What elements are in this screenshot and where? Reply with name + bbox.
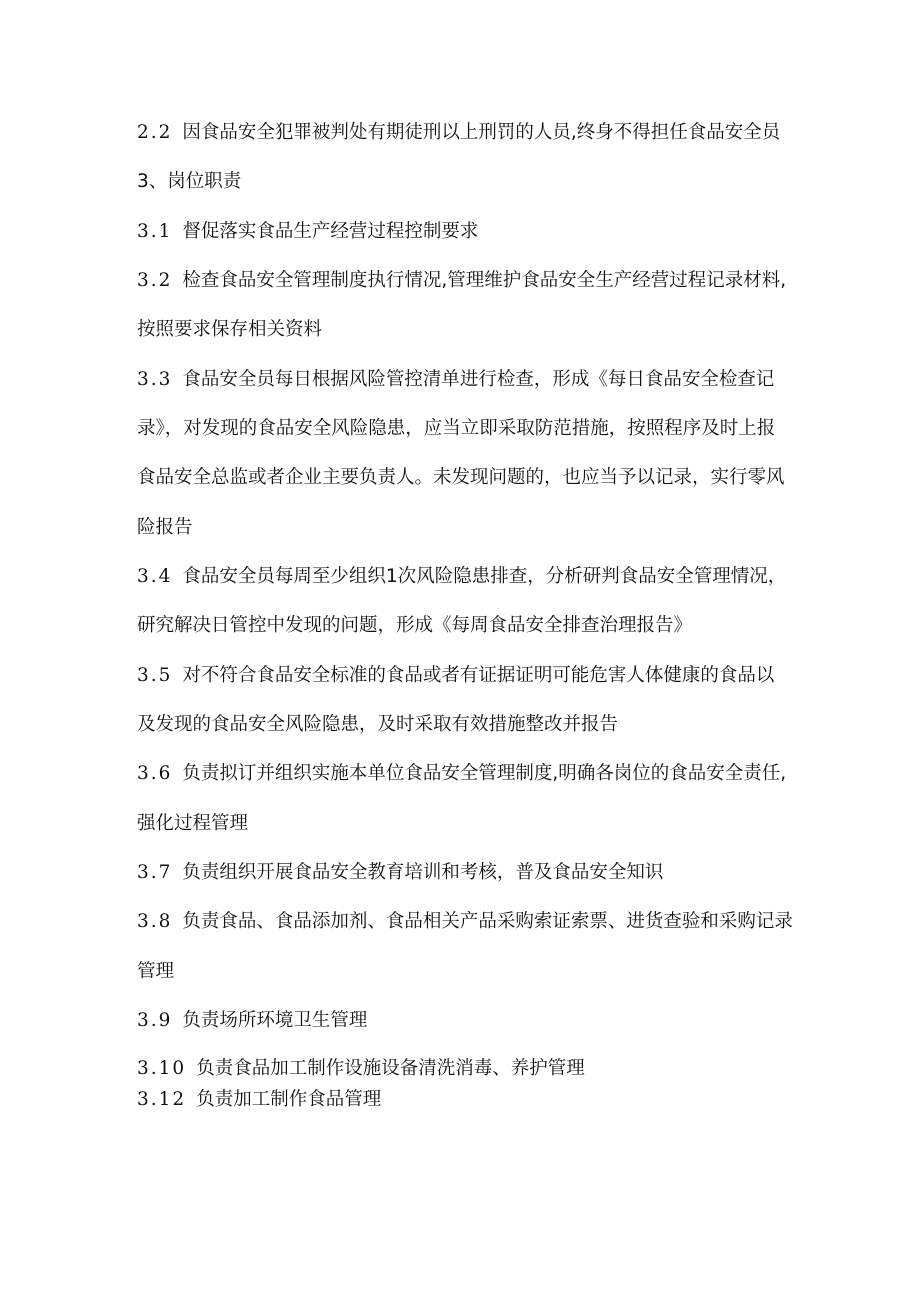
text-line: [137, 712, 797, 738]
text-line: [137, 1008, 797, 1034]
line-text: 负责场所环境卫生管理: [182, 1010, 368, 1031]
line-text: 负责加工制作食品管理: [196, 1089, 382, 1110]
line-text: 因食品安全犯罪被判处有期徒刑以上刑罚的人员,终身不得担任食品安全员: [182, 122, 781, 143]
section-number: 3.10: [137, 1058, 187, 1079]
section-number: 3.4: [137, 566, 173, 587]
text-line: [137, 761, 797, 787]
section-number: 3.8: [137, 911, 173, 932]
text-line: [137, 317, 797, 343]
section-number: 3.6: [137, 763, 173, 784]
line-text: 负责拟订并组织实施本单位食品安全管理制度,明确各岗位的食品安全责任,: [182, 763, 787, 784]
section-number: 3.12: [137, 1089, 187, 1110]
text-line: [137, 959, 797, 985]
line-text: 险报告: [137, 517, 193, 538]
text-line: [137, 613, 797, 639]
line-text: 食品安全员每日根据风险管控清单进行检查，形成《每日食品安全检查记: [182, 369, 775, 390]
text-line: [137, 367, 797, 393]
section-number: 3.9: [137, 1010, 173, 1031]
text-line: [137, 219, 797, 245]
line-text: 对不符合食品安全标准的食品或者有证据证明可能危害人体健康的食品以: [182, 665, 775, 686]
section-number: 3.2: [137, 270, 173, 291]
heading-text: 3、岗位职责: [137, 171, 242, 192]
line-text: 研究解决日管控中发现的问题，形成《每周食品安全排查治理报告》: [137, 615, 693, 636]
text-line: [137, 1087, 797, 1113]
line-text: 管理: [137, 961, 175, 982]
line-text: 录》，对发现的食品安全风险隐患，应当立即采取防范措施，按照程序及时上报: [137, 418, 776, 439]
line-text: 负责食品、食品添加剂、食品相关产品采购索证索票、进货查验和采购记录: [182, 911, 793, 932]
line-text: 督促落实食品生产经营过程控制要求: [182, 221, 479, 242]
text-line: [137, 564, 797, 590]
text-line: [137, 1056, 797, 1082]
line-text: 检查食品安全管理制度执行情况,管理维护食品安全生产经营过程记录材料,: [182, 270, 787, 291]
text-line: [137, 909, 797, 935]
text-line: [137, 120, 797, 146]
line-text: 食品安全员每周至少组织1次风险隐患排查，分析研判食品安全管理情况，: [182, 566, 787, 587]
text-line: [137, 811, 797, 837]
line-text: 负责组织开展食品安全教育培训和考核，普及食品安全知识: [182, 862, 664, 883]
section-number: 3.3: [137, 369, 173, 390]
text-line: [137, 416, 797, 442]
text-line: [137, 268, 797, 294]
text-line: [137, 169, 797, 195]
text-line: [137, 663, 797, 689]
line-text: 食品安全总监或者企业主要负责人。未发现问题的，也应当予以记录，实行零风: [137, 467, 785, 488]
text-line: [137, 465, 797, 491]
line-text: 强化过程管理: [137, 813, 249, 834]
section-number: 3.5: [137, 665, 173, 686]
section-number: 3.1: [137, 221, 173, 242]
line-text: 负责食品加工制作设施设备清洗消毒、养护管理: [196, 1058, 585, 1079]
line-text: 按照要求保存相关资料: [137, 319, 323, 340]
section-number: 3.7: [137, 862, 173, 883]
text-line: [137, 860, 797, 886]
text-line: [137, 515, 797, 541]
line-text: 及发现的食品安全风险隐患，及时采取有效措施整改并报告: [137, 714, 619, 735]
section-number: 2.2: [137, 122, 173, 143]
